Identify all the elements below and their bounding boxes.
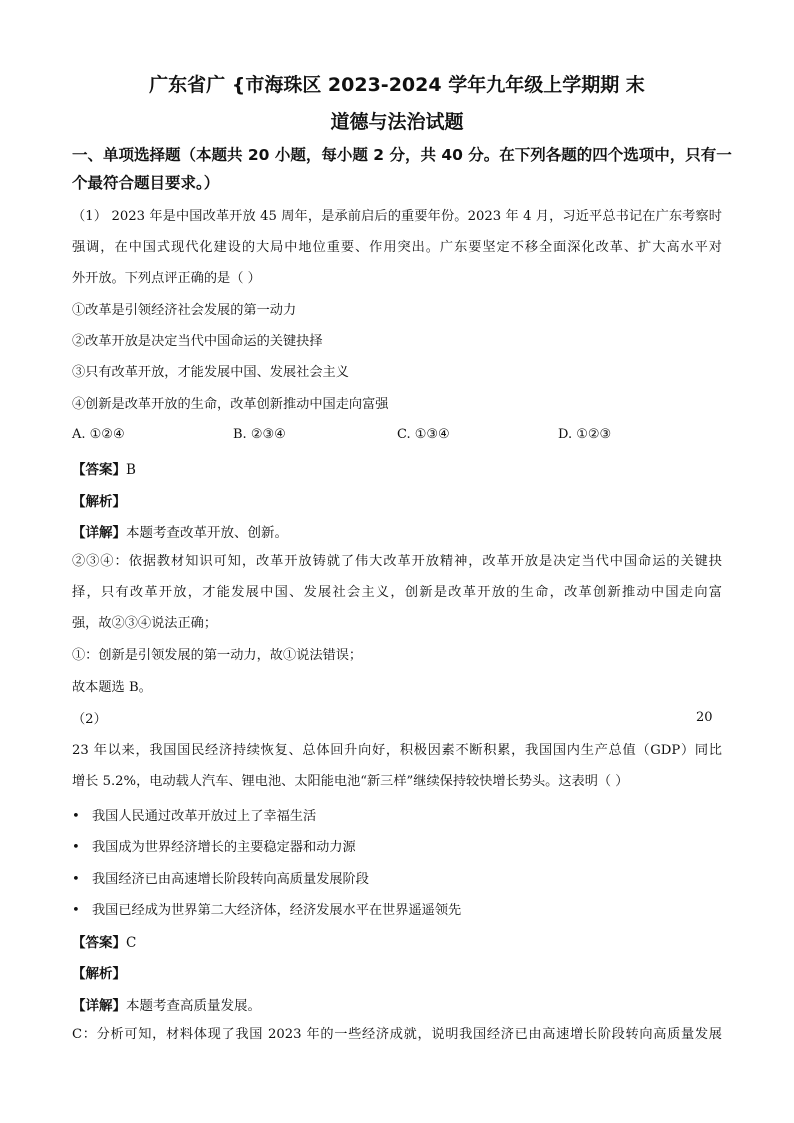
exam-title-line2: 道德与法治试题 <box>330 111 464 133</box>
q2-explain-line: C：分析可知，材料体现了我国 2023 年的一些经济成就，说明我国经济已由高速增长阶段转向高质量发展 <box>72 1027 722 1042</box>
q1-statement: ②改革开放是决定当代中国命运的关键抉择 <box>72 334 323 349</box>
q2-stem-line: 23 年以来，我国国民经济持续恢复、总体回升向好，积极因素不断积累，我国国内生产总值（GDP）同比 <box>72 743 722 758</box>
q1-statement: ③只有改革开放，才能发展中国、发展社会主义 <box>72 365 349 380</box>
q1-explain-line: 择，只有改革开放，才能发展中国、发展社会主义，创新是改革开放的生命，改革创新推动中国走向富 <box>72 585 722 600</box>
detail-text: 本题考查改革开放、创新。 <box>126 525 288 541</box>
q2-option <box>72 899 461 918</box>
exam-title-line1: 广东省广 {市海珠区 2023-2024 学年九年级上学期期 末 <box>149 74 645 96</box>
answer-value: C <box>126 935 137 951</box>
bullet-icon: • <box>72 872 80 887</box>
q2-option <box>72 805 316 824</box>
q2-option-text: 我国人民通过改革开放过上了幸福生活 <box>92 809 317 824</box>
q1-option-a: A. ①②④ <box>72 427 125 442</box>
q1-explain-line: 强，故②③④说法正确； <box>72 616 218 631</box>
q1-statement: ①改革是引领经济社会发展的第一动力 <box>72 303 297 318</box>
q1-detail <box>72 521 288 541</box>
q1-stem-line: （1） 2023 年是中国改革开放 45 周年，是承前启后的重要年份。2023 年 4 月，习近平总书记在广东考察时 <box>72 209 722 224</box>
q1-stem-line: 强调，在中国式现代化建设的大局中地位重要、作用突出。广东要坚定不移全面深化改革、扩大高水平对 <box>72 240 722 255</box>
q1-stem-line: 外开放。下列点评正确的是（ ） <box>72 271 261 286</box>
detail-tag: 【详解】 <box>72 525 126 541</box>
q1-analysis-tag: 【解析】 <box>72 494 126 510</box>
bullet-icon: • <box>72 809 80 824</box>
q1-option-b: B. ②③④ <box>233 427 286 442</box>
q1-explain-line: 故本题选 B。 <box>72 680 152 695</box>
q2-number-tail: 20 <box>696 710 713 725</box>
answer-value: B <box>126 462 136 478</box>
answer-tag: 【答案】 <box>72 935 126 951</box>
q2-option <box>72 836 356 855</box>
q2-answer <box>72 931 136 951</box>
detail-tag: 【详解】 <box>72 998 126 1014</box>
bullet-icon: • <box>72 903 80 918</box>
q2-option-text: 我国成为世界经济增长的主要稳定器和动力源 <box>92 840 356 855</box>
q1-option-c: C. ①③④ <box>397 427 450 442</box>
q1-explain-line: ②③④：依据教材知识可知，改革开放铸就了伟大改革开放精神，改革开放是决定当代中国命运的关键抉 <box>72 554 722 569</box>
detail-text: 本题考查高质量发展。 <box>126 998 261 1014</box>
q2-stem-line: 增长 5.2%，电动载人汽车、锂电池、太阳能电池“新三样”继续保持较快增长势头。这表明（ ） <box>72 774 629 789</box>
q2-detail <box>72 994 261 1014</box>
q1-statement: ④创新是改革开放的生命，改革创新推动中国走向富强 <box>72 397 389 412</box>
q2-analysis-tag: 【解析】 <box>72 966 126 982</box>
q2-option-text: 我国已经成为世界第二大经济体，经济发展水平在世界遥遥领先 <box>92 903 462 918</box>
bullet-icon: • <box>72 840 80 855</box>
section-heading: 一、单项选择题（本题共 20 小题，每小题 2 分，共 40 分。在下列各题的四个选项中，只有一个最符合题目要求。） <box>72 146 732 192</box>
q2-option <box>72 868 369 887</box>
q1-explain-line: ①：创新是引领发展的第一动力，故①说法错误； <box>72 648 363 663</box>
q2-option-text: 我国经济已由高速增长阶段转向高质量发展阶段 <box>92 872 369 887</box>
q1-option-d: D. ①②③ <box>558 427 612 442</box>
answer-tag: 【答案】 <box>72 462 126 478</box>
q1-answer <box>72 458 136 478</box>
q2-number: （2） <box>72 712 107 727</box>
